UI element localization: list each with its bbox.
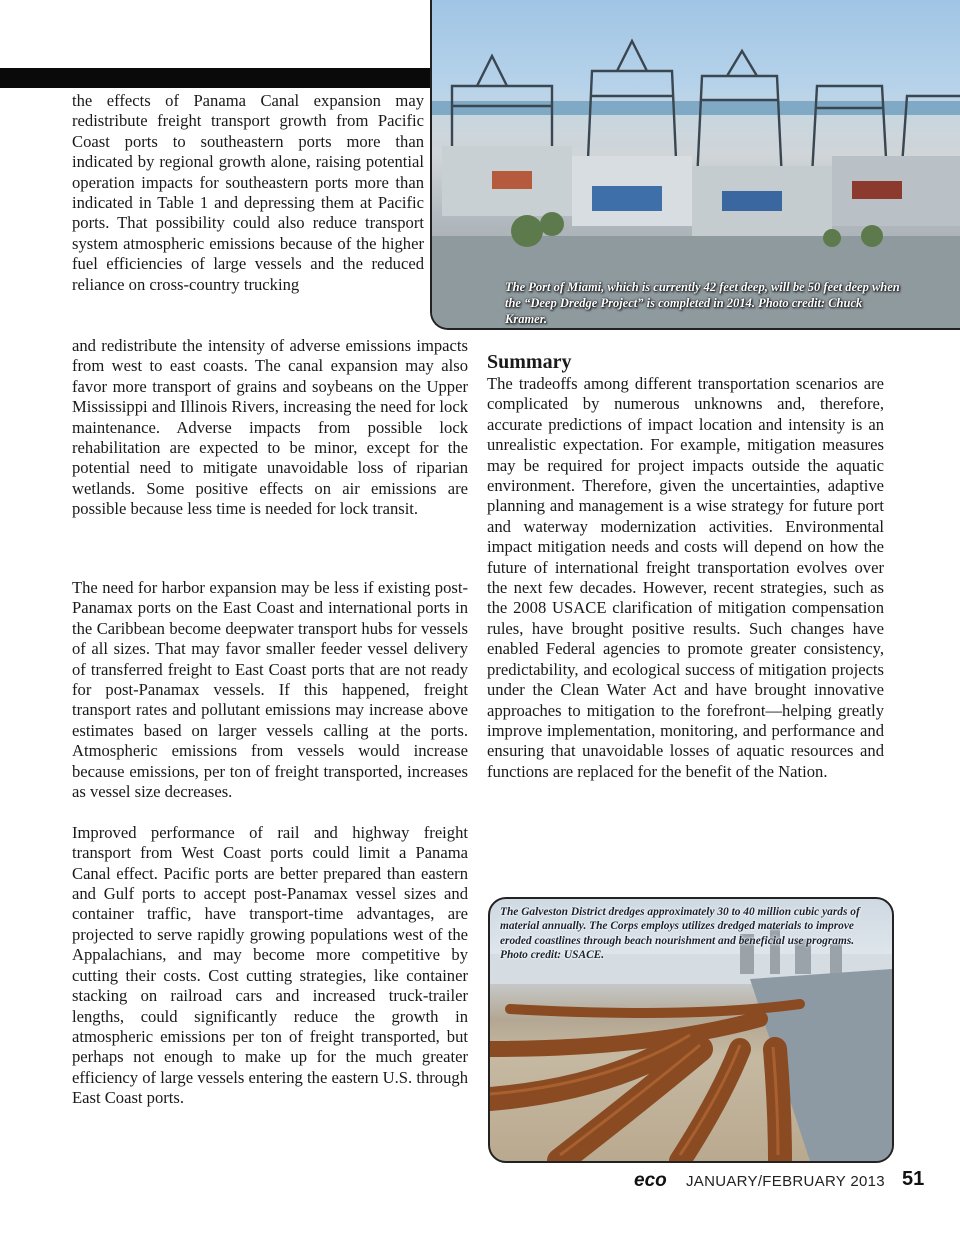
eco-logo: eco xyxy=(634,1170,667,1191)
header-rule xyxy=(0,68,432,88)
left-column-middle xyxy=(72,336,468,520)
port-of-miami-photo xyxy=(430,0,960,330)
port-photo-caption: The Port of Miami, which is currently 42 feet deep, will be 50 feet deep when the “Deep Dredge Project” is completed in 2014. Photo credit: Chuck Kramer. xyxy=(505,280,900,326)
issue-date: JANUARY/FEBRUARY 2013 xyxy=(686,1173,885,1190)
left-column-bottom xyxy=(72,578,468,1109)
page-number: 51 xyxy=(902,1168,925,1190)
paragraph-canal-effects-a: the effects of Panama Canal expansion may redistribute freight transport growth from Pacific Coast ports to southeastern ports more than indicated by regional growth alone, raising potential operation impacts for southeastern ports more than indicated in Table 1 and depressing them at Pacific ports. That possibility could also reduce transport system atmospheric emissions because of the higher fuel efficiencies of large vessels and the reduced reliance on cross-country trucking xyxy=(72,91,424,294)
paragraph-harbor-expansion: The need for harbor expansion may be less if existing post-Panamax ports on the East Coast and international ports in the Caribbean become deepwater transport hubs for vessels of all sizes. That may favor smaller feeder vessel delivery of transferred freight to East Coast ports that are not ready for post-Panamax vessels. If this happened, freight transport rates and pollutant emissions may increase above estimates based on larger vessels calling at the ports. Atmospheric emissions from vessels would increase because emissions, per ton of freight transported, increases as vessel size decreases. xyxy=(72,578,468,802)
paragraph-canal-effects-b: and redistribute the intensity of adverse emissions impacts from west to east coasts. The canal expansion may also favor more transport of grains and soybeans on the Upper Mississippi and Illinois Rivers, increasing the need for lock maintenance. Adverse impacts from possible lock rehabilitation are expected to be minor, except for the potential need to mitigate unavoidable loss of riparian wetlands. Some positive effects on air emissions are possible because less time is needed for lock transit. xyxy=(72,336,468,519)
dredge-photo-caption: The Galveston District dredges approximately 30 to 40 million cubic yards of material annually. The Corps employs utilizes dredged materials to improve eroded coastlines through beach nourishment and beneficial use programs. Photo credit: USACE. xyxy=(500,906,860,962)
paragraph-summary: The tradeoffs among different transportation scenarios are complicated by numerous unknowns and, therefore, accurate predictions of impact location and intensity is an unrealistic expectation. For example, mitigation measures may be required for project impacts outside the aquatic environment. Therefore, given the uncertainties, adaptive planning and management is a wise strategy for future port and waterway modernization activities. Environmental impact mitigation needs and costs will depend on how the future of international freight transportation evolves over the next few decades. However, recent strategies, such as the 2008 USACE clarification of mitigation compensation rules, have brought positive results. Such changes have enabled Federal agencies to promote greater consistency, predictability, and ecological success of mitigation projects under the Clean Water Act and have brought innovative approaches to mitigation to the forefront—helping greatly improve implementation, monitoring, and performance and ensuring that unavoidable losses of aquatic resources and functions are replaced for the benefit of the Nation. xyxy=(487,374,884,781)
left-column-top xyxy=(72,91,424,295)
summary-heading: Summary xyxy=(487,351,572,373)
paragraph-west-coast-ports: Improved performance of rail and highway freight transport from West Coast ports could limit a Panama Canal effect. Pacific ports are better prepared than eastern and Gulf ports to accept post-Panamax vessel sizes and container traffic, have transport-time advantages, are projected to serve rapidly growing populations west of the Appalachians, and may become more competitive by cutting their costs. Cost cutting strategies, like container stacking on railroad cars and increased truck-trailer lengths, could significantly reduce the growth in atmospheric emissions per ton of freight transported, but perhaps not enough to make up for the much greater efficiency of large vessels entering the eastern U.S. through East Coast ports. xyxy=(72,822,468,1108)
page-footer xyxy=(634,1170,934,1194)
right-column xyxy=(487,374,884,782)
galveston-dredge-photo xyxy=(488,897,894,1163)
